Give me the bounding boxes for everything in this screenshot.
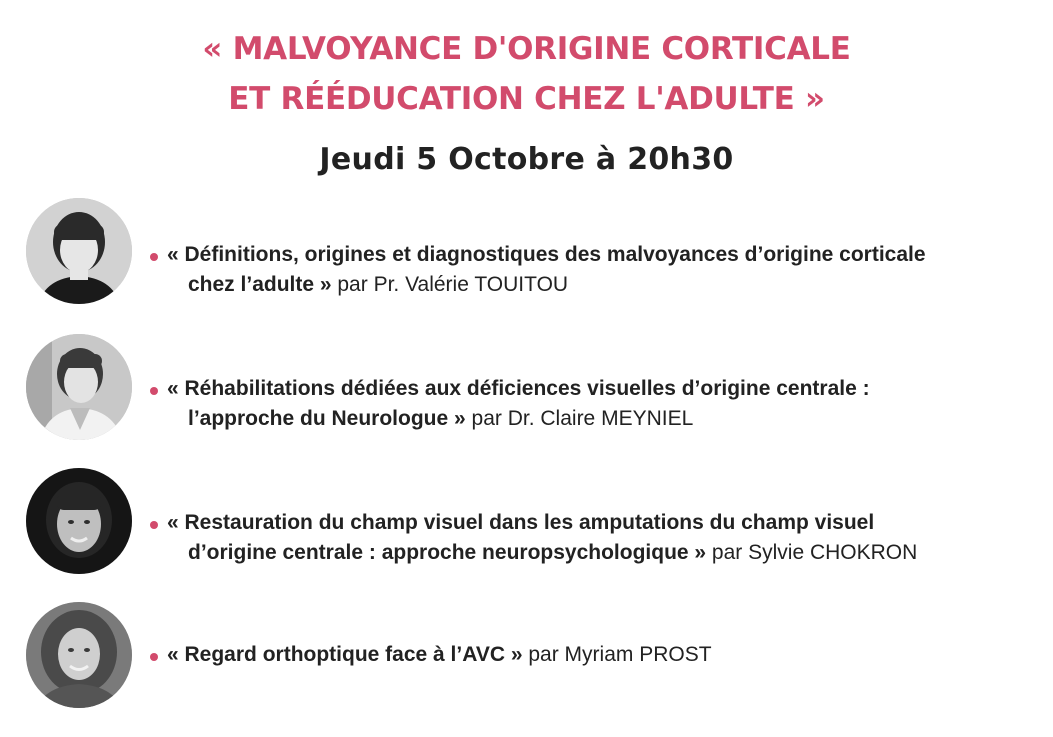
event-date: Jeudi 5 Octobre à 20h30: [319, 142, 734, 177]
talk-description-2: [150, 374, 1045, 434]
talk-item-2: [0, 334, 1053, 444]
event-title-line-2: ET RÉÉDUCATION CHEZ L'ADULTE »: [228, 81, 825, 117]
speaker-portrait-icon: [26, 198, 132, 304]
speaker-portrait-icon: [26, 468, 132, 574]
event-title-line-1: « MALVOYANCE D'ORIGINE CORTICALE: [202, 31, 851, 67]
bullet-dot: [150, 253, 158, 261]
talk-title-line-1: « Restauration du champ visuel dans les amputations du champ visuel: [167, 511, 875, 534]
speaker-portrait-icon: [26, 602, 132, 708]
speaker-photo-meyniel: [26, 334, 132, 440]
talk-description-4: [150, 640, 1045, 670]
talk-description-1: [150, 240, 1045, 300]
speaker-portrait-icon: [26, 334, 132, 440]
talk-item-1: [0, 198, 1053, 308]
talk-title-line-2: chez l’adulte »: [188, 273, 332, 296]
talk-description-3: [150, 508, 1045, 568]
bullet-dot: [150, 387, 158, 395]
event-title: [0, 24, 1053, 124]
speaker-photo-touitou: [26, 198, 132, 304]
speaker-credit: par Myriam PROST: [522, 643, 712, 666]
bullet-dot: [150, 653, 158, 661]
talk-title-line-1: « Réhabilitations dédiées aux déficiences visuelles d’origine centrale :: [167, 377, 870, 400]
talk-title-line-1: « Regard orthoptique face à l’AVC »: [167, 643, 523, 666]
speaker-photo-chokron: [26, 468, 132, 574]
speaker-credit: par Dr. Claire MEYNIEL: [465, 407, 694, 430]
talk-item-3: [0, 468, 1053, 578]
talk-item-4: [0, 602, 1053, 712]
speaker-photo-prost: [26, 602, 132, 708]
bullet-dot: [150, 521, 158, 529]
speaker-credit: par Sylvie CHOKRON: [706, 541, 918, 564]
talk-title-line-2: l’approche du Neurologue »: [188, 407, 466, 430]
speaker-credit: par Pr. Valérie TOUITOU: [331, 273, 569, 296]
talk-title-line-1: « Définitions, origines et diagnostiques des malvoyances d’origine corticale: [167, 243, 926, 266]
talk-title-line-2: d’origine centrale : approche neuropsychologique »: [188, 541, 707, 564]
